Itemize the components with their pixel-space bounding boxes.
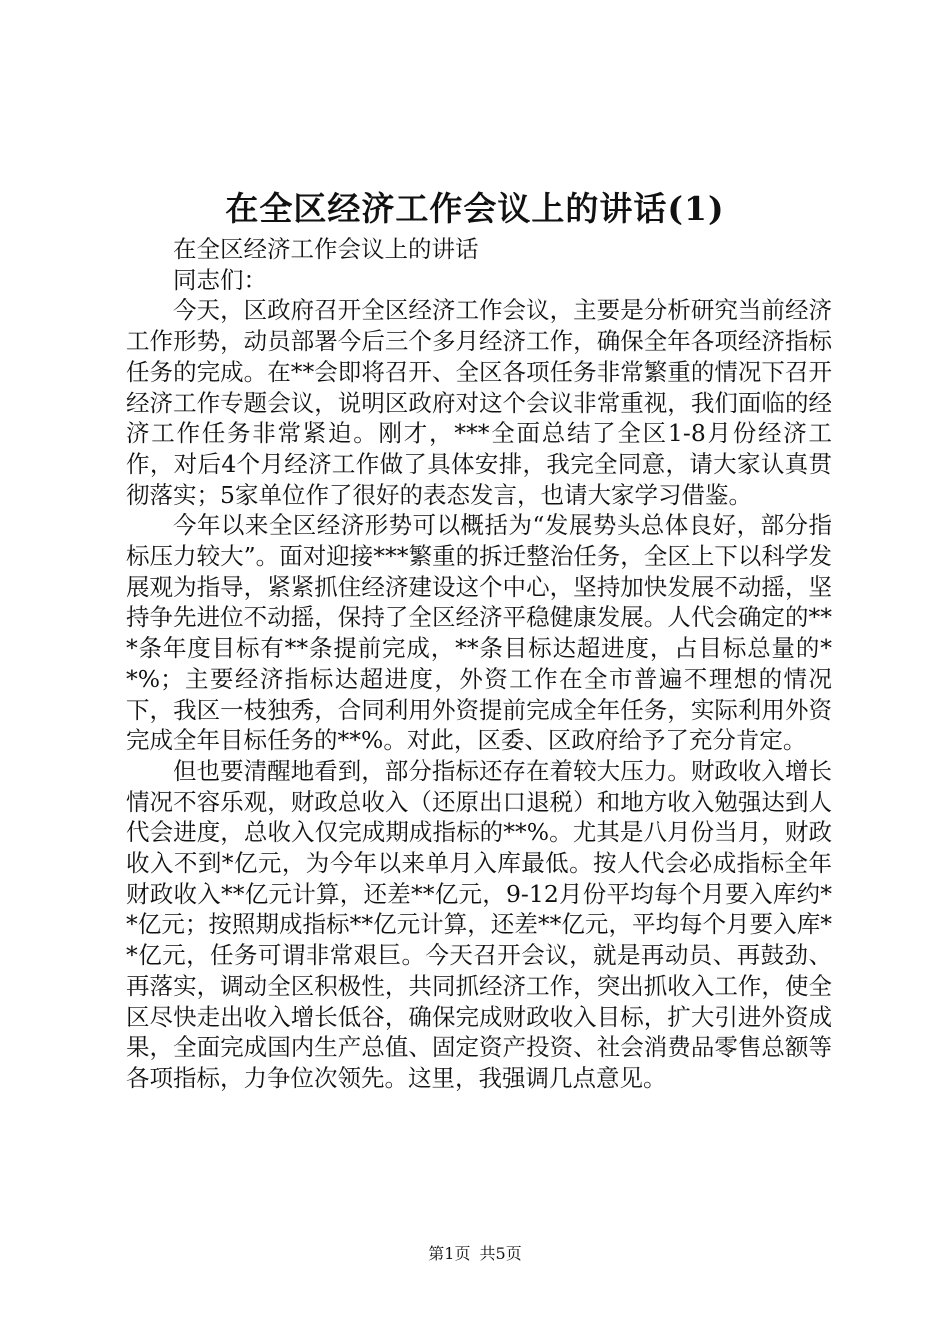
salutation: 同志们： <box>173 265 267 294</box>
document-title: 在全区经济工作会议上的讲话(1) <box>225 189 725 228</box>
document-body <box>126 234 832 1094</box>
paragraph-1: 今天，区政府召开全区经济工作会议，主要是分析研究当前经济工作形势，动员部署今后三个多月经济工作，确保全年各项经济指标任务的完成。在**会即将召开、全区各项任务非常繁重的情况下召开经济工作专题会议，说明区政府对这个会议非常重视，我们面临的经济工作任务非常紧迫。刚才，***全面总结了全区1-8月份经济工作，对后4个月经济工作做了具体安排，我完全同意，请大家认真贯彻落实；5家单位作了很好的表态发言，也请大家学习借鉴。 <box>126 296 832 509</box>
speech-heading: 在全区经济工作会议上的讲话 <box>173 235 479 263</box>
page-number: 第1页 <box>428 1244 471 1263</box>
page-total: 共5页 <box>479 1244 522 1263</box>
paragraph-2: 今年以来全区经济形势可以概括为“发展势头总体良好，部分指标压力较大”。面对迎接***繁重的拆迁整治任务，全区上下以科学发展观为指导，紧紧抓住经济建设这个中心，坚持加快发展不动摇，坚持争先进位不动摇，保持了全区经济平稳健康发展。人代会确定的***条年度目标有**条提前完成，**条目标达超进度，占目标总量的**%；主要经济指标达超进度，外资工作在全市普遍不理想的情况下，我区一枝独秀，合同利用外资提前完成全年任务，实际利用外资完成全年目标任务的**%。对此，区委、区政府给予了充分肯定。 <box>126 511 832 755</box>
paragraph-3: 但也要清醒地看到，部分指标还存在着较大压力。财政收入增长情况不容乐观，财政总收入（还原出口退税）和地方收入勉强达到人代会进度，总收入仅完成期成指标的**%。尤其是八月份当月，财政收入不到*亿元，为今年以来单月入库最低。按人代会必成指标全年财政收入**亿元计算，还差**亿元，9-12月份平均每个月要入库约**亿元；按照期成指标**亿元计算，还差**亿元，平均每个月要入库**亿元，任务可谓非常艰巨。今天召开会议，就是再动员、再鼓劲、再落实，调动全区积极性，共同抓经济工作，突出抓收入工作，使全区尽快走出收入增长低谷，确保完成财政收入目标，扩大引进外资成果，全面完成国内生产总值、固定资产投资、社会消费品零售总额等各项指标，力争位次领先。这里，我强调几点意见。 <box>126 756 832 1092</box>
page-footer <box>0 1243 950 1265</box>
